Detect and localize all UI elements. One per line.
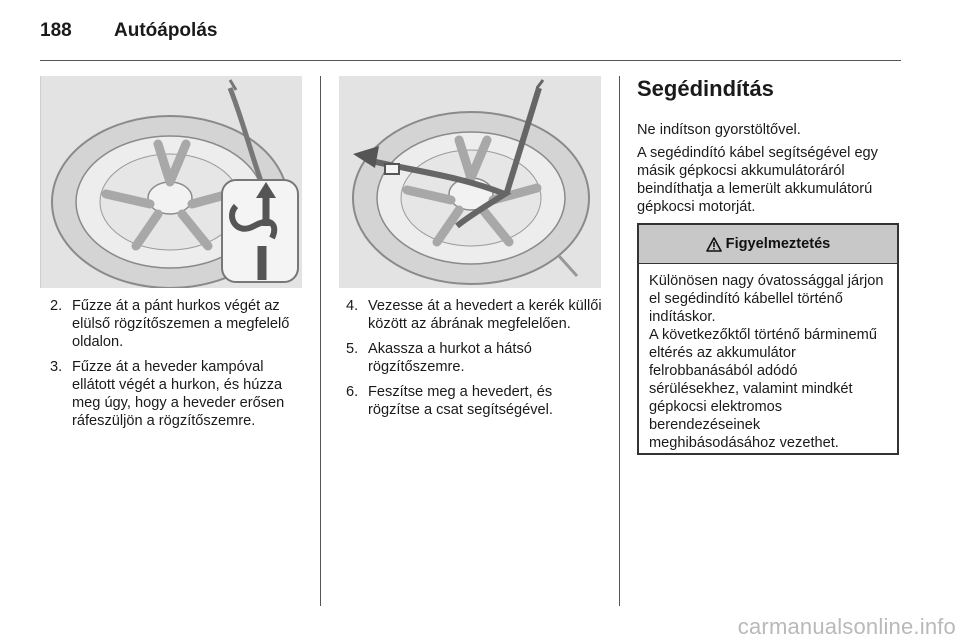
warning-header xyxy=(639,225,897,264)
page-number: 188 xyxy=(40,20,72,41)
page-title: Autóápolás xyxy=(114,20,218,41)
strap-through-spokes-illustration xyxy=(339,76,601,288)
step-text: Feszítse meg a hevedert, és rögzítse a csat segítségével. xyxy=(368,384,553,418)
left-step-list xyxy=(50,297,302,437)
step-number: 3. xyxy=(50,359,63,375)
step-number: 6. xyxy=(346,384,359,400)
warning-text: Különösen nagy óvatossággal járjon el segédindító kábellel történő indításkor. A következőktől történő bárminemű eltérés az akkumulátor felrobbanásából adódó sérülésekhez, valamint mindkét gépkocsi elektromos berendezéseinek meghibásodásához vezethet. xyxy=(649,273,884,451)
column-divider-right xyxy=(619,76,620,606)
page-header xyxy=(40,14,900,60)
intro-paragraph: Ne indítson gyorstöltővel. xyxy=(637,122,801,138)
warning-triangle-icon xyxy=(706,237,722,252)
spare-wheel-strap-illustration xyxy=(40,76,302,288)
middle-step-list xyxy=(346,297,602,426)
warning-box xyxy=(637,223,899,455)
step-text: Akassza a hurkot a hátsó rögzítőszemre. xyxy=(368,341,532,375)
step-3 xyxy=(50,358,302,430)
warning-title: Figyelmeztetés xyxy=(725,236,831,252)
step-text: Fűzze át a heveder kampóval ellátott végét a hurkon, és húzza meg úgy, hogy a heveder erősen ráfeszüljön a rögzítőszemre. xyxy=(72,359,285,429)
jump-start-paragraph: A segédindító kábel segítségével egy másik gépkocsi akkumulátoráról beindíthatja a lemerült akkumulátorú gépkocsi motorját. xyxy=(637,145,878,215)
step-4 xyxy=(346,297,602,333)
step-6 xyxy=(346,383,602,419)
step-number: 5. xyxy=(346,341,359,357)
step-text: Vezesse át a hevedert a kerék küllői között az ábrának megfelelően. xyxy=(368,298,602,332)
watermark: carmanualsonline.info xyxy=(737,614,956,639)
step-5 xyxy=(346,340,602,376)
step-text: Fűzze át a pánt hurkos végét az elülső rögzítőszemen a megfelelő oldalon. xyxy=(72,298,290,350)
section-title: Segédindítás xyxy=(637,76,774,101)
header-divider xyxy=(40,60,901,61)
step-number: 2. xyxy=(50,298,63,314)
step-number: 4. xyxy=(346,298,359,314)
step-2 xyxy=(50,297,302,351)
column-divider-left xyxy=(320,76,321,606)
